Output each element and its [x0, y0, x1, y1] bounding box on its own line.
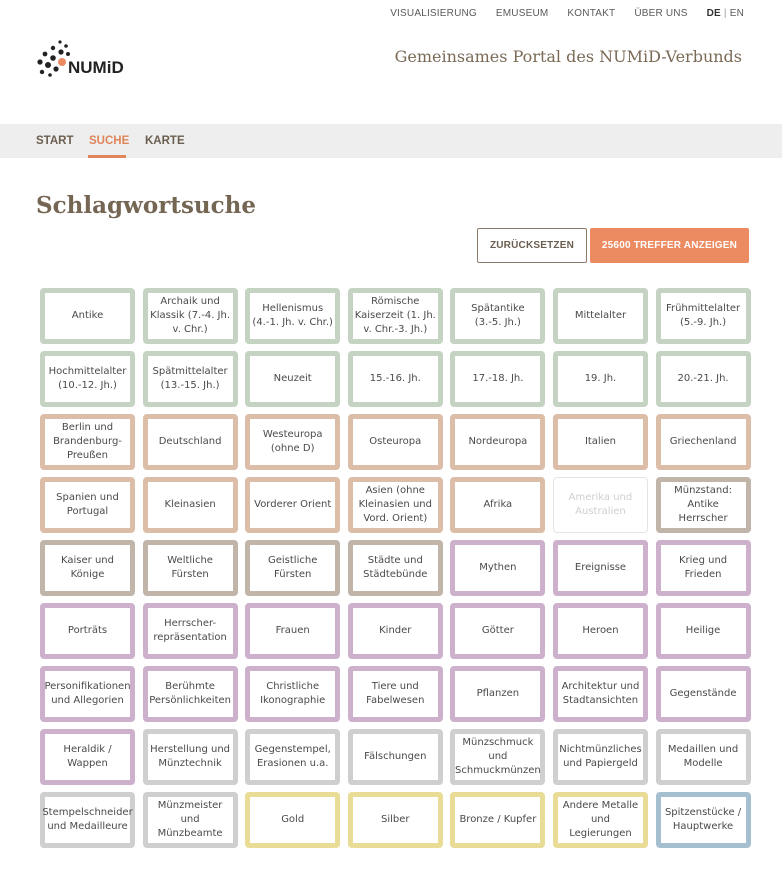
keyword-tile-mittelalter[interactable]: Mittelalter — [553, 288, 648, 344]
keyword-tile-neuzeit[interactable]: Neuzeit — [245, 351, 340, 407]
keyword-tile-fruehmittelalter-5-9-jh[interactable]: Frühmittelalter (5.-9. Jh.) — [656, 288, 751, 344]
keyword-tile-gold[interactable]: Gold — [245, 792, 340, 848]
keyword-tile-geistliche-fuersten[interactable]: Geistliche Fürsten — [245, 540, 340, 596]
keyword-tile-medaillen-und-modelle[interactable]: Medaillen und Modelle — [656, 729, 751, 785]
keyword-tile-griechenland[interactable]: Griechenland — [656, 414, 751, 470]
keyword-tile-kinder[interactable]: Kinder — [348, 603, 443, 659]
nav-suche-tab[interactable]: SUCHE — [89, 135, 130, 147]
keyword-tile-17-18-jh[interactable]: 17.-18. Jh. — [450, 351, 545, 407]
language-en-link[interactable]: EN — [729, 8, 744, 19]
keyword-tile-andere-metalle-und-legierungen[interactable]: Andere Metalle und Legierungen — [553, 792, 648, 848]
keyword-tile-christliche-ikonographie[interactable]: Christliche Ikonographie — [245, 666, 340, 722]
keyword-tile-tiere-und-fabelwesen[interactable]: Tiere und Fabelwesen — [348, 666, 443, 722]
keyword-tile-bronze-kupfer[interactable]: Bronze / Kupfer — [450, 792, 545, 848]
topnav-emuseum-link[interactable]: EMUSEUM — [495, 8, 549, 19]
page-title: Schlagwortsuche — [36, 192, 256, 219]
keyword-tile-italien[interactable]: Italien — [553, 414, 648, 470]
keyword-tile-antike[interactable]: Antike — [40, 288, 135, 344]
keyword-tile-grid — [40, 288, 751, 848]
keyword-tile-nordeuropa[interactable]: Nordeuropa — [450, 414, 545, 470]
keyword-tile-heilige[interactable]: Heilige — [656, 603, 751, 659]
keyword-tile-hellenismus-4-1-jh-v-chr[interactable]: Hellenismus (4.-1. Jh. v. Chr.) — [245, 288, 340, 344]
keyword-tile-muenzmeister-und-muenzbeamte[interactable]: Münzmeister und Münzbeamte — [143, 792, 238, 848]
keyword-tile-amerika-und-australien: Amerika und Australien — [553, 477, 648, 533]
keyword-tile-roemische-kaiserzeit-1-jh-v-chr-3-jh[interactable]: Römische Kaiserzeit (1. Jh. v. Chr.-3. Jh.) — [348, 288, 443, 344]
keyword-tile-hochmittelalter-10-12-jh[interactable]: Hochmittelalter (10.-12. Jh.) — [40, 351, 135, 407]
keyword-tile-asien-ohne-kleinasien-und-vord-orient[interactable]: Asien (ohne Kleinasien und Vord. Orient) — [348, 477, 443, 533]
keyword-tile-gegenstaende[interactable]: Gegenstände — [656, 666, 751, 722]
keyword-tile-faelschungen[interactable]: Fälschungen — [348, 729, 443, 785]
nav-start-tab[interactable]: START — [36, 135, 74, 147]
topnav-visualisierung-link[interactable]: VISUALISIERUNG — [390, 8, 477, 19]
keyword-tile-personifikationen-und-allegorien[interactable]: Personifikationen und Allegorien — [40, 666, 135, 722]
keyword-tile-kleinasien[interactable]: Kleinasien — [143, 477, 238, 533]
keyword-tile-spitzenstuecke-hauptwerke[interactable]: Spitzenstücke / Hauptwerke — [656, 792, 751, 848]
keyword-tile-goetter[interactable]: Götter — [450, 603, 545, 659]
language-separator: | — [723, 8, 727, 19]
keyword-tile-mythen[interactable]: Mythen — [450, 540, 545, 596]
keyword-tile-gegenstempel-erasionen-u-a[interactable]: Gegenstempel, Erasionen u.a. — [245, 729, 340, 785]
keyword-tile-20-21-jh[interactable]: 20.-21. Jh. — [656, 351, 751, 407]
keyword-tile-heraldik-wappen[interactable]: Heraldik / Wappen — [40, 729, 135, 785]
keyword-tile-kaiser-und-koenige[interactable]: Kaiser und Könige — [40, 540, 135, 596]
keyword-tile-beruehmte-persoenlichkeiten[interactable]: Berühmte Persönlichkeiten — [143, 666, 238, 722]
keyword-tile-silber[interactable]: Silber — [348, 792, 443, 848]
keyword-tile-weltliche-fuersten[interactable]: Weltliche Fürsten — [143, 540, 238, 596]
keyword-tile-staedte-und-staedtebuende[interactable]: Städte und Städtebünde — [348, 540, 443, 596]
keyword-tile-19-jh[interactable]: 19. Jh. — [553, 351, 648, 407]
keyword-tile-westeuropa-ohne-d[interactable]: Westeuropa (ohne D) — [245, 414, 340, 470]
language-de-link[interactable]: DE — [706, 8, 721, 19]
keyword-tile-krieg-und-frieden[interactable]: Krieg und Frieden — [656, 540, 751, 596]
keyword-tile-vorderer-orient[interactable]: Vorderer Orient — [245, 477, 340, 533]
main-navigation — [0, 124, 782, 158]
numid-logo-text: NUMiD — [68, 58, 124, 77]
active-tab-underline — [88, 155, 126, 158]
keyword-tile-deutschland[interactable]: Deutschland — [143, 414, 238, 470]
keyword-tile-afrika[interactable]: Afrika — [450, 477, 545, 533]
keyword-tile-portraets[interactable]: Porträts — [40, 603, 135, 659]
keyword-tile-spaetmittelalter-13-15-jh[interactable]: Spätmittelalter (13.-15. Jh.) — [143, 351, 238, 407]
language-switcher — [707, 8, 744, 19]
nav-karte-tab[interactable]: KARTE — [145, 135, 185, 147]
keyword-tile-frauen[interactable]: Frauen — [245, 603, 340, 659]
keyword-tile-archaik-und-klassik-7-4-jh-v-chr[interactable]: Archaik und Klassik (7.-4. Jh. v. Chr.) — [143, 288, 238, 344]
keyword-tile-herrscher-repraesentation[interactable]: Herrscher-repräsentation — [143, 603, 238, 659]
topnav-kontakt-link[interactable]: KONTAKT — [567, 8, 616, 19]
portal-title: Gemeinsames Portal des NUMiD-Verbunds — [394, 47, 742, 66]
numid-logo[interactable] — [36, 38, 124, 78]
topnav-ueber-uns-link[interactable]: ÜBER UNS — [634, 8, 688, 19]
keyword-tile-15-16-jh[interactable]: 15.-16. Jh. — [348, 351, 443, 407]
keyword-tile-nichtmuenzliches-und-papiergeld[interactable]: Nichtmünzliches und Papiergeld — [553, 729, 648, 785]
keyword-tile-muenzschmuck-und-schmuckmuenzen[interactable]: Münzschmuck und Schmuckmünzen — [450, 729, 545, 785]
keyword-tile-spanien-und-portugal[interactable]: Spanien und Portugal — [40, 477, 135, 533]
top-navigation — [390, 8, 744, 19]
keyword-tile-berlin-und-brandenburg-preussen[interactable]: Berlin und Brandenburg-Preußen — [40, 414, 135, 470]
keyword-tile-stempelschneider-und-medailleure[interactable]: Stempelschneider und Medailleure — [40, 792, 135, 848]
keyword-tile-heroen[interactable]: Heroen — [553, 603, 648, 659]
show-results-button[interactable]: 25600 TREFFER ANZEIGEN — [590, 228, 749, 263]
keyword-tile-ereignisse[interactable]: Ereignisse — [553, 540, 648, 596]
keyword-tile-spaetantike-3-5-jh[interactable]: Spätantike (3.-5. Jh.) — [450, 288, 545, 344]
reset-button[interactable]: ZURÜCKSETZEN — [477, 228, 587, 263]
keyword-tile-pflanzen[interactable]: Pflanzen — [450, 666, 545, 722]
keyword-tile-muenzstand-antike-herrscher[interactable]: Münzstand: Antike Herrscher — [656, 477, 751, 533]
keyword-tile-architektur-und-stadtansichten[interactable]: Architektur und Stadtansichten — [553, 666, 648, 722]
keyword-tile-osteuropa[interactable]: Osteuropa — [348, 414, 443, 470]
keyword-tile-herstellung-und-muenztechnik[interactable]: Herstellung und Münztechnik — [143, 729, 238, 785]
numid-logo-dots-icon — [36, 38, 72, 78]
